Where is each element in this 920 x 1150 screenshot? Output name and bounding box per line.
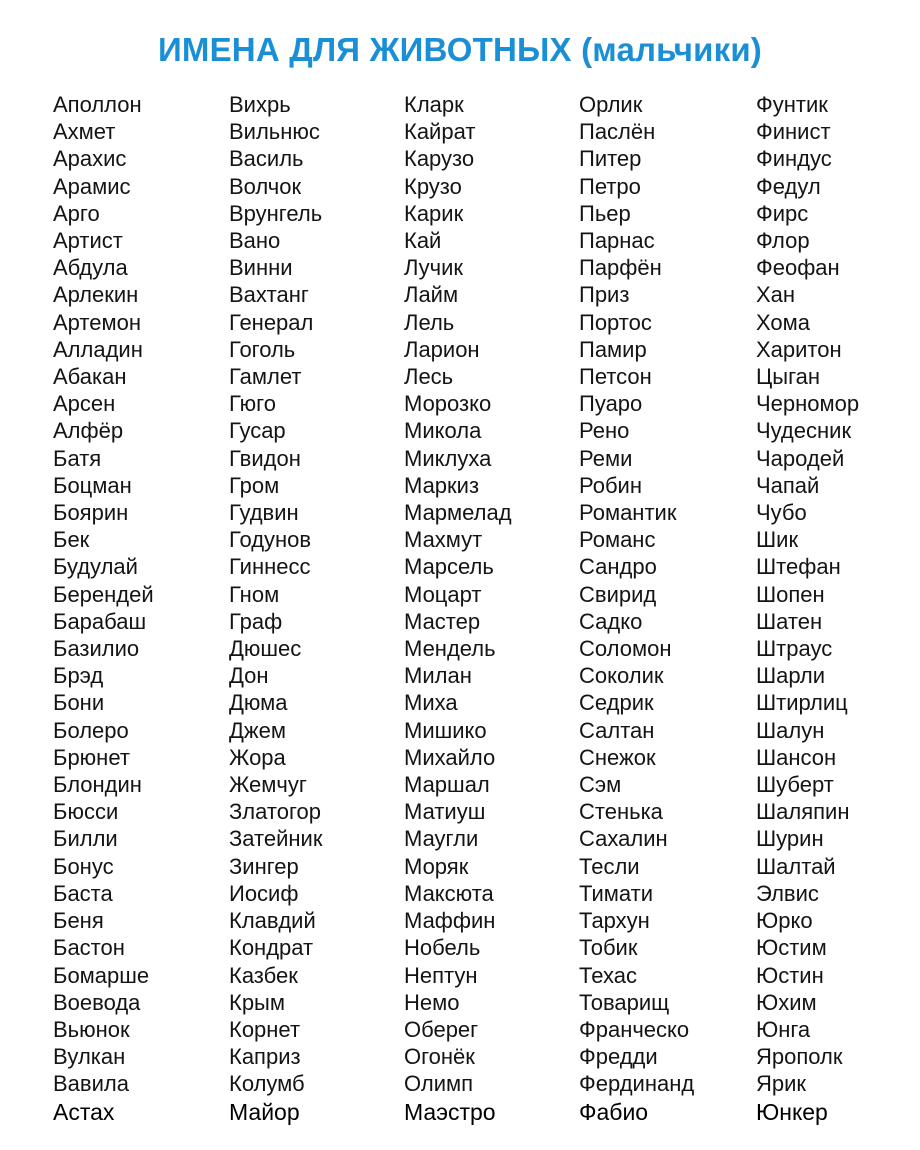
name-item: Товарищ <box>579 989 670 1015</box>
name-item: Феофан <box>756 255 840 281</box>
name-item: Бонус <box>53 853 114 879</box>
name-item: Моряк <box>404 853 469 879</box>
name-item: Болеро <box>53 717 129 743</box>
name-item: Маркиз <box>404 472 480 498</box>
name-item: Блондин <box>53 772 142 798</box>
name-item: Шарли <box>756 663 826 689</box>
name-item: Хома <box>756 309 811 335</box>
name-item: Вавила <box>53 1071 129 1097</box>
name-item: Снежок <box>579 744 656 770</box>
name-item: Гром <box>229 472 280 498</box>
name-item: Граф <box>229 608 283 634</box>
name-item: Гвидон <box>229 445 301 471</box>
name-item: Гюго <box>229 391 276 417</box>
name-item: Гамлет <box>229 364 302 390</box>
name-item: Вильнюс <box>229 119 320 145</box>
name-item: Иосиф <box>229 880 299 906</box>
name-item: Шик <box>756 527 799 553</box>
name-item: Златогор <box>229 799 321 825</box>
name-item: Шуберт <box>756 772 834 798</box>
name-item: Маэстро <box>404 1098 496 1125</box>
name-item: Брюнет <box>53 744 130 770</box>
name-item: Петсон <box>579 364 652 390</box>
name-item: Фунтик <box>756 92 828 117</box>
name-item: Генерал <box>229 309 314 335</box>
name-item: Портос <box>579 309 652 335</box>
name-item: Садко <box>579 608 643 634</box>
name-item: Бюсси <box>53 799 119 825</box>
name-item: Немо <box>404 989 460 1015</box>
name-item: Махмут <box>404 527 483 553</box>
name-item: Колумб <box>229 1071 305 1097</box>
name-item: Штраус <box>756 636 833 662</box>
name-item: Врунгель <box>229 200 323 226</box>
name-item: Приз <box>579 282 630 308</box>
name-item: Парнас <box>579 228 655 254</box>
name-item: Абакан <box>53 364 127 390</box>
name-item: Шатен <box>756 608 823 634</box>
name-item: Волчок <box>229 173 302 199</box>
name-item: Шансон <box>756 744 837 770</box>
name-item: Фердинанд <box>579 1071 695 1097</box>
name-item: Лучик <box>404 255 464 281</box>
name-item: Алладин <box>53 336 143 362</box>
name-item: Тесли <box>579 853 640 879</box>
name-item: Вулкан <box>53 1044 126 1070</box>
name-item: Оберег <box>404 1016 479 1042</box>
name-item: Питер <box>579 146 642 172</box>
name-item: Баста <box>53 880 113 906</box>
name-item: Парфён <box>579 255 662 281</box>
name-item: Винни <box>229 255 293 281</box>
name-item: Флор <box>756 228 810 254</box>
name-item: Ярополк <box>756 1044 843 1070</box>
name-item: Максюта <box>404 880 494 906</box>
name-item: Алфёр <box>53 418 124 444</box>
name-item: Марсель <box>404 554 494 580</box>
name-item: Вьюнок <box>53 1016 130 1042</box>
name-item: Петро <box>579 173 641 199</box>
name-item: Берендей <box>53 581 154 607</box>
name-item: Романс <box>579 527 656 553</box>
name-item: Моцарт <box>404 581 482 607</box>
name-item: Штирлиц <box>756 690 848 716</box>
name-item: Микола <box>404 418 482 444</box>
name-item: Арлекин <box>53 282 139 308</box>
name-item: Фабио <box>579 1098 649 1125</box>
name-item: Ларион <box>404 336 480 362</box>
page-title: ИМЕНА ДЛЯ ЖИВОТНЫХ (мальчики) <box>157 31 762 68</box>
name-item: Арго <box>53 200 100 226</box>
name-item: Каприз <box>229 1044 301 1070</box>
name-item: Бомарше <box>53 962 150 988</box>
name-item: Джем <box>229 717 286 743</box>
name-item: Шурин <box>756 826 824 852</box>
name-item: Аполлон <box>53 92 142 117</box>
name-item: Фирс <box>756 200 809 226</box>
name-item: Памир <box>579 336 647 362</box>
name-item: Билли <box>53 826 118 852</box>
name-item: Михайло <box>404 744 496 770</box>
name-item: Харитон <box>756 336 842 362</box>
name-item: Орлик <box>579 92 643 117</box>
name-item: Гусар <box>229 418 286 444</box>
name-item: Маугли <box>404 826 479 852</box>
name-item: Будулай <box>53 554 138 580</box>
name-item: Мендель <box>404 636 496 662</box>
name-item: Юнга <box>756 1016 811 1042</box>
name-item: Лель <box>404 309 455 335</box>
name-item: Романтик <box>579 500 677 526</box>
name-item: Нептун <box>404 962 478 988</box>
name-item: Астах <box>53 1098 115 1125</box>
name-item: Ярик <box>756 1071 807 1097</box>
name-item: Гоголь <box>229 336 296 362</box>
name-item: Сэм <box>579 772 622 798</box>
name-item: Франческо <box>579 1016 690 1042</box>
name-item: Миклуха <box>404 445 492 471</box>
name-item: Кайрат <box>404 119 476 145</box>
name-item: Карузо <box>404 146 475 172</box>
name-item: Шопен <box>756 581 825 607</box>
name-item: Барабаш <box>53 608 147 634</box>
name-item: Шалун <box>756 717 825 743</box>
name-item: Тимати <box>579 880 654 906</box>
name-item: Мастер <box>404 608 481 634</box>
name-item: Реми <box>579 445 633 471</box>
name-item: Гиннесс <box>229 554 311 580</box>
name-item: Черномор <box>756 391 860 417</box>
name-item: Годунов <box>229 527 312 553</box>
name-item: Крузо <box>404 173 462 199</box>
name-item: Паслён <box>579 119 656 145</box>
name-item: Тархун <box>579 908 650 934</box>
name-item: Соколик <box>579 663 664 689</box>
name-item: Хан <box>756 282 796 308</box>
name-item: Робин <box>579 472 642 498</box>
name-item: Салтан <box>579 717 655 743</box>
name-item: Чубо <box>756 500 807 526</box>
name-item: Огонёк <box>404 1044 475 1070</box>
name-item: Бастон <box>53 935 125 961</box>
name-item: Корнет <box>229 1016 301 1042</box>
name-item: Дюма <box>229 690 288 716</box>
name-item: Затейник <box>229 826 323 852</box>
name-item: Чапай <box>756 472 820 498</box>
name-item: Юстин <box>756 962 824 988</box>
name-item: Элвис <box>756 880 819 906</box>
name-item: Пуаро <box>579 391 643 417</box>
name-item: Карик <box>404 200 464 226</box>
names-column-4 <box>579 91 694 1126</box>
name-item: Пьер <box>579 200 631 226</box>
name-item: Арахис <box>53 146 127 172</box>
name-item: Абдула <box>53 255 128 281</box>
names-column-5 <box>756 91 859 1126</box>
name-item: Финдус <box>756 146 832 172</box>
name-item: Крым <box>229 989 285 1015</box>
name-item: Матиуш <box>404 799 486 825</box>
name-item: Чудесник <box>756 418 852 444</box>
name-item: Боярин <box>53 500 129 526</box>
name-item: Шалтай <box>756 853 836 879</box>
name-item: Брэд <box>53 663 104 689</box>
name-item: Милан <box>404 663 472 689</box>
name-item: Кай <box>404 228 442 254</box>
name-item: Дюшес <box>229 636 302 662</box>
name-item: Маршал <box>404 772 490 798</box>
names-column-1 <box>53 91 154 1126</box>
name-item: Свирид <box>579 581 657 607</box>
name-item: Рено <box>579 418 630 444</box>
name-item: Юнкер <box>756 1098 828 1125</box>
name-item: Техас <box>579 962 637 988</box>
name-item: Бек <box>53 527 90 553</box>
name-item: Тобик <box>579 935 638 961</box>
name-item: Миха <box>404 690 458 716</box>
name-item: Юрко <box>756 908 813 934</box>
name-item: Стенька <box>579 799 663 825</box>
name-item: Юстим <box>756 935 827 961</box>
name-item: Вахтанг <box>229 282 309 308</box>
name-item: Батя <box>53 445 102 471</box>
name-item: Беня <box>53 908 104 934</box>
name-item: Сандро <box>579 554 657 580</box>
name-item: Жора <box>229 744 286 770</box>
name-item: Гном <box>229 581 280 607</box>
name-item: Шаляпин <box>756 799 850 825</box>
name-item: Ахмет <box>53 119 116 145</box>
name-item: Казбек <box>229 962 298 988</box>
name-item: Чародей <box>756 445 845 471</box>
name-item: Фредди <box>579 1044 658 1070</box>
name-item: Лесь <box>404 364 454 390</box>
name-item: Базилио <box>53 636 140 662</box>
name-item: Клавдий <box>229 908 316 934</box>
name-item: Артемон <box>53 309 141 335</box>
name-item: Цыган <box>756 364 821 390</box>
name-item: Дон <box>229 663 269 689</box>
name-item: Седрик <box>579 690 654 716</box>
name-item: Олимп <box>404 1071 474 1097</box>
name-item: Бони <box>53 690 105 716</box>
names-column-2 <box>229 91 322 1126</box>
name-item: Кларк <box>404 92 464 117</box>
name-item: Артист <box>53 228 123 254</box>
name-item: Юхим <box>756 989 817 1015</box>
name-item: Майор <box>229 1098 300 1125</box>
name-item: Кондрат <box>229 935 314 961</box>
name-item: Штефан <box>756 554 841 580</box>
name-item: Мармелад <box>404 500 512 526</box>
name-item: Соломон <box>579 636 672 662</box>
name-item: Жемчуг <box>229 772 307 798</box>
name-item: Финист <box>756 119 831 145</box>
name-item: Зингер <box>229 853 299 879</box>
names-column-3 <box>404 91 512 1126</box>
name-item: Сахалин <box>579 826 668 852</box>
name-item: Вихрь <box>229 92 291 117</box>
name-item: Боцман <box>53 472 132 498</box>
name-item: Василь <box>229 146 304 172</box>
name-item: Морозко <box>404 391 492 417</box>
name-item: Арамис <box>53 173 131 199</box>
name-item: Маффин <box>404 908 496 934</box>
name-item: Мишико <box>404 717 487 743</box>
name-item: Вано <box>229 228 281 254</box>
name-item: Воевода <box>53 989 141 1015</box>
name-item: Гудвин <box>229 500 299 526</box>
name-item: Арсен <box>53 391 116 417</box>
name-item: Нобель <box>404 935 481 961</box>
name-item: Лайм <box>404 282 459 308</box>
name-item: Федул <box>756 173 821 199</box>
